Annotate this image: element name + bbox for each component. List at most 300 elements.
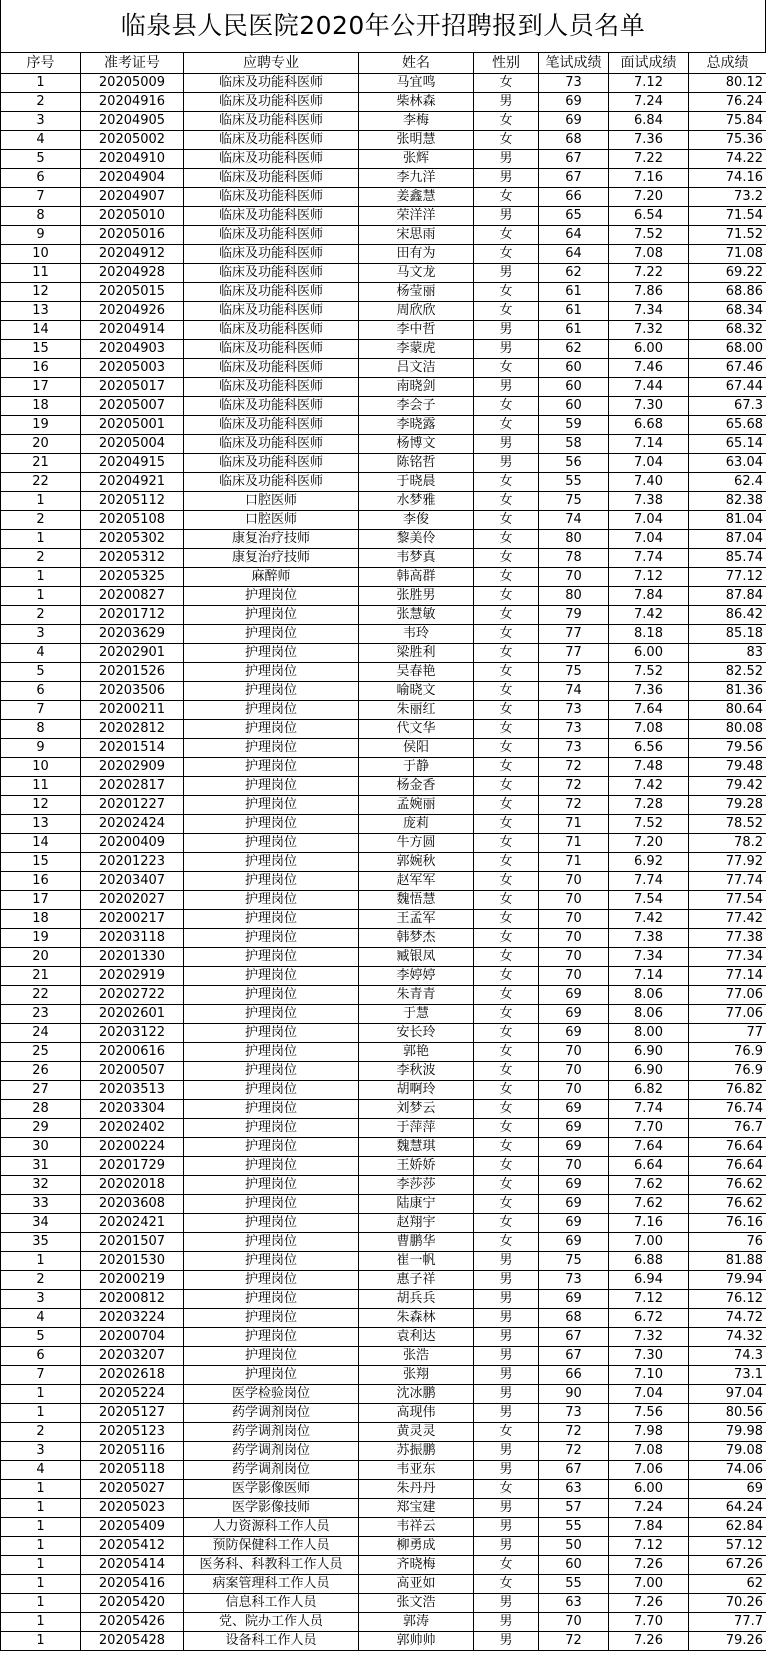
- written-score-cell: 78: [539, 549, 609, 568]
- position-cell: 口腔医师: [184, 492, 359, 511]
- name-cell: 王孟军: [359, 910, 474, 929]
- interview-score-cell: 6.82: [609, 1081, 689, 1100]
- position-cell: 临床及功能科医师: [184, 169, 359, 188]
- index-cell: 7: [1, 701, 81, 720]
- index-cell: 6: [1, 169, 81, 188]
- position-cell: 临床及功能科医师: [184, 416, 359, 435]
- index-cell: 5: [1, 150, 81, 169]
- index-cell: 31: [1, 1157, 81, 1176]
- position-cell: 护理岗位: [184, 1233, 359, 1252]
- name-cell: 张慧敏: [359, 606, 474, 625]
- total-score-cell: 77.06: [689, 1005, 766, 1024]
- name-cell: 杨莹丽: [359, 283, 474, 302]
- position-cell: 护理岗位: [184, 948, 359, 967]
- table-row: [1, 1024, 766, 1043]
- index-cell: 1: [1, 1480, 81, 1499]
- interview-score-cell: 7.98: [609, 1423, 689, 1442]
- table-row: [1, 416, 766, 435]
- gender-cell: 女: [474, 1024, 539, 1043]
- table-row: [1, 834, 766, 853]
- position-cell: 口腔医师: [184, 511, 359, 530]
- interview-score-cell: 7.34: [609, 302, 689, 321]
- index-cell: 2: [1, 93, 81, 112]
- exam-id-cell: 20205123: [81, 1423, 184, 1442]
- table-row: [1, 1480, 766, 1499]
- position-cell: 护理岗位: [184, 1119, 359, 1138]
- index-cell: 9: [1, 226, 81, 245]
- total-score-cell: 76.62: [689, 1176, 766, 1195]
- position-cell: 护理岗位: [184, 872, 359, 891]
- total-score-cell: 85.74: [689, 549, 766, 568]
- index-cell: 1: [1, 1385, 81, 1404]
- index-cell: 27: [1, 1081, 81, 1100]
- interview-score-cell: 7.26: [609, 1556, 689, 1575]
- written-score-cell: 70: [539, 1613, 609, 1632]
- position-cell: 护理岗位: [184, 625, 359, 644]
- index-cell: 13: [1, 815, 81, 834]
- position-cell: 护理岗位: [184, 777, 359, 796]
- gender-cell: 女: [474, 720, 539, 739]
- total-score-cell: 77.54: [689, 891, 766, 910]
- total-score-cell: 67.46: [689, 359, 766, 378]
- written-score-cell: 77: [539, 625, 609, 644]
- interview-score-cell: 7.20: [609, 188, 689, 207]
- exam-id-cell: 20200507: [81, 1062, 184, 1081]
- index-cell: 3: [1, 112, 81, 131]
- name-cell: 郭帅帅: [359, 1632, 474, 1651]
- name-cell: 于萍萍: [359, 1119, 474, 1138]
- gender-cell: 男: [474, 1271, 539, 1290]
- total-score-cell: 77.14: [689, 967, 766, 986]
- interview-score-cell: 7.52: [609, 815, 689, 834]
- total-score-cell: 77.06: [689, 986, 766, 1005]
- name-cell: 朱森林: [359, 1309, 474, 1328]
- interview-score-cell: 7.56: [609, 1404, 689, 1423]
- written-score-cell: 71: [539, 815, 609, 834]
- exam-id-cell: 20202018: [81, 1176, 184, 1195]
- position-cell: 护理岗位: [184, 1005, 359, 1024]
- position-cell: 医学检验岗位: [184, 1385, 359, 1404]
- interview-score-cell: 7.86: [609, 283, 689, 302]
- written-score-cell: 61: [539, 302, 609, 321]
- gender-cell: 男: [474, 1404, 539, 1423]
- interview-score-cell: 6.94: [609, 1271, 689, 1290]
- exam-id-cell: 20204926: [81, 302, 184, 321]
- table-row: [1, 967, 766, 986]
- name-cell: 李晓露: [359, 416, 474, 435]
- interview-score-cell: 8.06: [609, 1005, 689, 1024]
- gender-cell: 男: [474, 264, 539, 283]
- position-cell: 党、院办工作人员: [184, 1613, 359, 1632]
- interview-score-cell: 7.00: [609, 1575, 689, 1594]
- gender-cell: 女: [474, 1195, 539, 1214]
- name-cell: 朱丽红: [359, 701, 474, 720]
- written-score-cell: 73: [539, 720, 609, 739]
- exam-id-cell: 20202817: [81, 777, 184, 796]
- total-score-cell: 62.84: [689, 1518, 766, 1537]
- name-cell: 李梅: [359, 112, 474, 131]
- index-cell: 14: [1, 321, 81, 340]
- name-cell: 韩梦杰: [359, 929, 474, 948]
- name-cell: 李中哲: [359, 321, 474, 340]
- total-score-cell: 76: [689, 1233, 766, 1252]
- index-cell: 1: [1, 1575, 81, 1594]
- column-header-total-score: 总成绩: [689, 53, 766, 74]
- table-row: [1, 1461, 766, 1480]
- gender-cell: 女: [474, 302, 539, 321]
- written-score-cell: 70: [539, 967, 609, 986]
- name-cell: 杨金香: [359, 777, 474, 796]
- exam-id-cell: 20201227: [81, 796, 184, 815]
- gender-cell: 男: [474, 1309, 539, 1328]
- roster-table: [0, 52, 766, 1651]
- index-cell: 17: [1, 891, 81, 910]
- gender-cell: 女: [474, 1062, 539, 1081]
- table-row: [1, 397, 766, 416]
- table-row: [1, 606, 766, 625]
- table-row: [1, 1062, 766, 1081]
- exam-id-cell: 20202402: [81, 1119, 184, 1138]
- position-cell: 护理岗位: [184, 986, 359, 1005]
- sheet-title: 临泉县人民医院2020年公开招聘报到人员名单: [0, 0, 766, 52]
- index-cell: 22: [1, 986, 81, 1005]
- written-score-cell: 69: [539, 1290, 609, 1309]
- total-score-cell: 77.12: [689, 568, 766, 587]
- written-score-cell: 73: [539, 1271, 609, 1290]
- exam-id-cell: 20204914: [81, 321, 184, 340]
- name-cell: 周欣欣: [359, 302, 474, 321]
- written-score-cell: 50: [539, 1537, 609, 1556]
- written-score-cell: 69: [539, 1195, 609, 1214]
- name-cell: 李会子: [359, 397, 474, 416]
- interview-score-cell: 7.04: [609, 530, 689, 549]
- index-cell: 10: [1, 245, 81, 264]
- written-score-cell: 72: [539, 777, 609, 796]
- exam-id-cell: 20205127: [81, 1404, 184, 1423]
- position-cell: 临床及功能科医师: [184, 74, 359, 93]
- total-score-cell: 68.34: [689, 302, 766, 321]
- written-score-cell: 59: [539, 416, 609, 435]
- position-cell: 护理岗位: [184, 834, 359, 853]
- interview-score-cell: 8.00: [609, 1024, 689, 1043]
- name-cell: 陈铭哲: [359, 454, 474, 473]
- table-row: [1, 454, 766, 473]
- interview-score-cell: 7.62: [609, 1195, 689, 1214]
- name-cell: 吕文洁: [359, 359, 474, 378]
- gender-cell: 男: [474, 1594, 539, 1613]
- position-cell: 护理岗位: [184, 1290, 359, 1309]
- column-header-position: 应聘专业: [184, 53, 359, 74]
- total-score-cell: 74.3: [689, 1347, 766, 1366]
- index-cell: 20: [1, 435, 81, 454]
- name-cell: 孟婉丽: [359, 796, 474, 815]
- name-cell: 张胜男: [359, 587, 474, 606]
- interview-score-cell: 6.56: [609, 739, 689, 758]
- gender-cell: 女: [474, 1043, 539, 1062]
- exam-id-cell: 20202919: [81, 967, 184, 986]
- position-cell: 护理岗位: [184, 1366, 359, 1385]
- exam-id-cell: 20204916: [81, 93, 184, 112]
- gender-cell: 男: [474, 207, 539, 226]
- index-cell: 16: [1, 359, 81, 378]
- exam-id-cell: 20203118: [81, 929, 184, 948]
- interview-score-cell: 7.12: [609, 74, 689, 93]
- exam-id-cell: 20202027: [81, 891, 184, 910]
- index-cell: 2: [1, 606, 81, 625]
- interview-score-cell: 7.08: [609, 245, 689, 264]
- name-cell: 魏悟慧: [359, 891, 474, 910]
- interview-score-cell: 7.30: [609, 397, 689, 416]
- position-cell: 人力资源科工作人员: [184, 1518, 359, 1537]
- exam-id-cell: 20205416: [81, 1575, 184, 1594]
- written-score-cell: 73: [539, 1404, 609, 1423]
- interview-score-cell: 7.42: [609, 606, 689, 625]
- exam-id-cell: 20205426: [81, 1613, 184, 1632]
- name-cell: 张辉: [359, 150, 474, 169]
- total-score-cell: 77.42: [689, 910, 766, 929]
- total-score-cell: 65.14: [689, 435, 766, 454]
- table-row: [1, 1366, 766, 1385]
- table-row: [1, 340, 766, 359]
- gender-cell: 女: [474, 1556, 539, 1575]
- total-score-cell: 82.38: [689, 492, 766, 511]
- name-cell: 于慧: [359, 1005, 474, 1024]
- interview-score-cell: 7.34: [609, 948, 689, 967]
- table-row: [1, 1081, 766, 1100]
- written-score-cell: 72: [539, 1423, 609, 1442]
- interview-score-cell: 7.32: [609, 321, 689, 340]
- written-score-cell: 61: [539, 283, 609, 302]
- written-score-cell: 68: [539, 1309, 609, 1328]
- table-row: [1, 473, 766, 492]
- index-cell: 1: [1, 492, 81, 511]
- index-cell: 34: [1, 1214, 81, 1233]
- exam-id-cell: 20200704: [81, 1328, 184, 1347]
- interview-score-cell: 7.08: [609, 720, 689, 739]
- written-score-cell: 67: [539, 1347, 609, 1366]
- position-cell: 药学调剂岗位: [184, 1423, 359, 1442]
- interview-score-cell: 7.38: [609, 929, 689, 948]
- index-cell: 3: [1, 1290, 81, 1309]
- index-cell: 1: [1, 1537, 81, 1556]
- name-cell: 代文华: [359, 720, 474, 739]
- position-cell: 护理岗位: [184, 1328, 359, 1347]
- interview-score-cell: 7.22: [609, 264, 689, 283]
- position-cell: 护理岗位: [184, 701, 359, 720]
- name-cell: 张浩: [359, 1347, 474, 1366]
- name-cell: 于静: [359, 758, 474, 777]
- table-row: [1, 1005, 766, 1024]
- table-row: [1, 359, 766, 378]
- exam-id-cell: 20205010: [81, 207, 184, 226]
- index-cell: 6: [1, 682, 81, 701]
- table-row: [1, 150, 766, 169]
- table-row: [1, 1385, 766, 1404]
- table-row: [1, 872, 766, 891]
- interview-score-cell: 7.12: [609, 568, 689, 587]
- written-score-cell: 63: [539, 1480, 609, 1499]
- table-row: [1, 549, 766, 568]
- total-score-cell: 77.7: [689, 1613, 766, 1632]
- total-score-cell: 77.38: [689, 929, 766, 948]
- written-score-cell: 73: [539, 739, 609, 758]
- written-score-cell: 69: [539, 112, 609, 131]
- exam-id-cell: 20205420: [81, 1594, 184, 1613]
- name-cell: 杨博文: [359, 435, 474, 454]
- name-cell: 韦梦真: [359, 549, 474, 568]
- name-cell: 李莎莎: [359, 1176, 474, 1195]
- gender-cell: 女: [474, 1214, 539, 1233]
- index-cell: 16: [1, 872, 81, 891]
- name-cell: 张翔: [359, 1366, 474, 1385]
- exam-id-cell: 20200812: [81, 1290, 184, 1309]
- index-cell: 4: [1, 1309, 81, 1328]
- written-score-cell: 60: [539, 378, 609, 397]
- index-cell: 6: [1, 1347, 81, 1366]
- index-cell: 1: [1, 587, 81, 606]
- index-cell: 1: [1, 1404, 81, 1423]
- position-cell: 药学调剂岗位: [184, 1461, 359, 1480]
- index-cell: 14: [1, 834, 81, 853]
- total-score-cell: 68.32: [689, 321, 766, 340]
- total-score-cell: 87.84: [689, 587, 766, 606]
- position-cell: 医学影像医师: [184, 1480, 359, 1499]
- exam-id-cell: 20203122: [81, 1024, 184, 1043]
- total-score-cell: 78.2: [689, 834, 766, 853]
- interview-score-cell: 6.92: [609, 853, 689, 872]
- interview-score-cell: 7.52: [609, 663, 689, 682]
- exam-id-cell: 20205325: [81, 568, 184, 587]
- table-row: [1, 1442, 766, 1461]
- total-score-cell: 79.98: [689, 1423, 766, 1442]
- table-row: [1, 1404, 766, 1423]
- table-row: [1, 169, 766, 188]
- interview-score-cell: 6.00: [609, 340, 689, 359]
- total-score-cell: 79.56: [689, 739, 766, 758]
- interview-score-cell: 7.00: [609, 1233, 689, 1252]
- interview-score-cell: 7.30: [609, 1347, 689, 1366]
- exam-id-cell: 20202601: [81, 1005, 184, 1024]
- written-score-cell: 61: [539, 321, 609, 340]
- total-score-cell: 76.74: [689, 1100, 766, 1119]
- exam-id-cell: 20203513: [81, 1081, 184, 1100]
- gender-cell: 女: [474, 568, 539, 587]
- exam-id-cell: 20202424: [81, 815, 184, 834]
- position-cell: 护理岗位: [184, 967, 359, 986]
- interview-score-cell: 6.00: [609, 644, 689, 663]
- gender-cell: 女: [474, 606, 539, 625]
- gender-cell: 女: [474, 112, 539, 131]
- index-cell: 2: [1, 511, 81, 530]
- interview-score-cell: 7.64: [609, 701, 689, 720]
- exam-id-cell: 20204910: [81, 150, 184, 169]
- gender-cell: 女: [474, 1176, 539, 1195]
- index-cell: 1: [1, 1252, 81, 1271]
- total-score-cell: 68.86: [689, 283, 766, 302]
- gender-cell: 女: [474, 549, 539, 568]
- table-row: [1, 131, 766, 150]
- position-cell: 临床及功能科医师: [184, 226, 359, 245]
- total-score-cell: 77.74: [689, 872, 766, 891]
- total-score-cell: 57.12: [689, 1537, 766, 1556]
- written-score-cell: 60: [539, 1556, 609, 1575]
- exam-id-cell: 20201330: [81, 948, 184, 967]
- table-row: [1, 644, 766, 663]
- gender-cell: 男: [474, 93, 539, 112]
- name-cell: 曹鹏华: [359, 1233, 474, 1252]
- index-cell: 28: [1, 1100, 81, 1119]
- interview-score-cell: 7.14: [609, 435, 689, 454]
- position-cell: 护理岗位: [184, 644, 359, 663]
- exam-id-cell: 20205004: [81, 435, 184, 454]
- index-cell: 9: [1, 739, 81, 758]
- index-cell: 3: [1, 1442, 81, 1461]
- interview-score-cell: 7.36: [609, 131, 689, 150]
- position-cell: 设备科工作人员: [184, 1632, 359, 1651]
- interview-score-cell: 7.84: [609, 1518, 689, 1537]
- position-cell: 护理岗位: [184, 891, 359, 910]
- name-cell: 沈冰鹏: [359, 1385, 474, 1404]
- name-cell: 牛方圆: [359, 834, 474, 853]
- written-score-cell: 69: [539, 986, 609, 1005]
- index-cell: 24: [1, 1024, 81, 1043]
- total-score-cell: 80.08: [689, 720, 766, 739]
- exam-id-cell: 20202618: [81, 1366, 184, 1385]
- gender-cell: 女: [474, 891, 539, 910]
- written-score-cell: 69: [539, 1100, 609, 1119]
- gender-cell: 男: [474, 1613, 539, 1632]
- written-score-cell: 79: [539, 606, 609, 625]
- total-score-cell: 74.06: [689, 1461, 766, 1480]
- index-cell: 30: [1, 1138, 81, 1157]
- interview-score-cell: 7.24: [609, 93, 689, 112]
- name-cell: 苏振鹏: [359, 1442, 474, 1461]
- table-row: [1, 682, 766, 701]
- written-score-cell: 63: [539, 1594, 609, 1613]
- position-cell: 护理岗位: [184, 1138, 359, 1157]
- name-cell: 李俊: [359, 511, 474, 530]
- gender-cell: 男: [474, 1442, 539, 1461]
- position-cell: 护理岗位: [184, 758, 359, 777]
- total-score-cell: 75.84: [689, 112, 766, 131]
- index-cell: 1: [1, 1556, 81, 1575]
- total-score-cell: 79.94: [689, 1271, 766, 1290]
- index-cell: 17: [1, 378, 81, 397]
- name-cell: 张文浩: [359, 1594, 474, 1613]
- written-score-cell: 72: [539, 796, 609, 815]
- table-row: [1, 1157, 766, 1176]
- gender-cell: 男: [474, 1518, 539, 1537]
- total-score-cell: 63.04: [689, 454, 766, 473]
- written-score-cell: 69: [539, 1119, 609, 1138]
- table-row: [1, 1575, 766, 1594]
- table-row: [1, 1518, 766, 1537]
- name-cell: 郭艳: [359, 1043, 474, 1062]
- index-cell: 32: [1, 1176, 81, 1195]
- gender-cell: 女: [474, 872, 539, 891]
- interview-score-cell: 7.08: [609, 1442, 689, 1461]
- index-cell: 21: [1, 454, 81, 473]
- written-score-cell: 70: [539, 872, 609, 891]
- total-score-cell: 74.22: [689, 150, 766, 169]
- exam-id-cell: 20203207: [81, 1347, 184, 1366]
- total-score-cell: 80.12: [689, 74, 766, 93]
- gender-cell: 女: [474, 948, 539, 967]
- gender-cell: 男: [474, 1461, 539, 1480]
- name-cell: 黎美伶: [359, 530, 474, 549]
- table-row: [1, 1290, 766, 1309]
- interview-score-cell: 6.90: [609, 1062, 689, 1081]
